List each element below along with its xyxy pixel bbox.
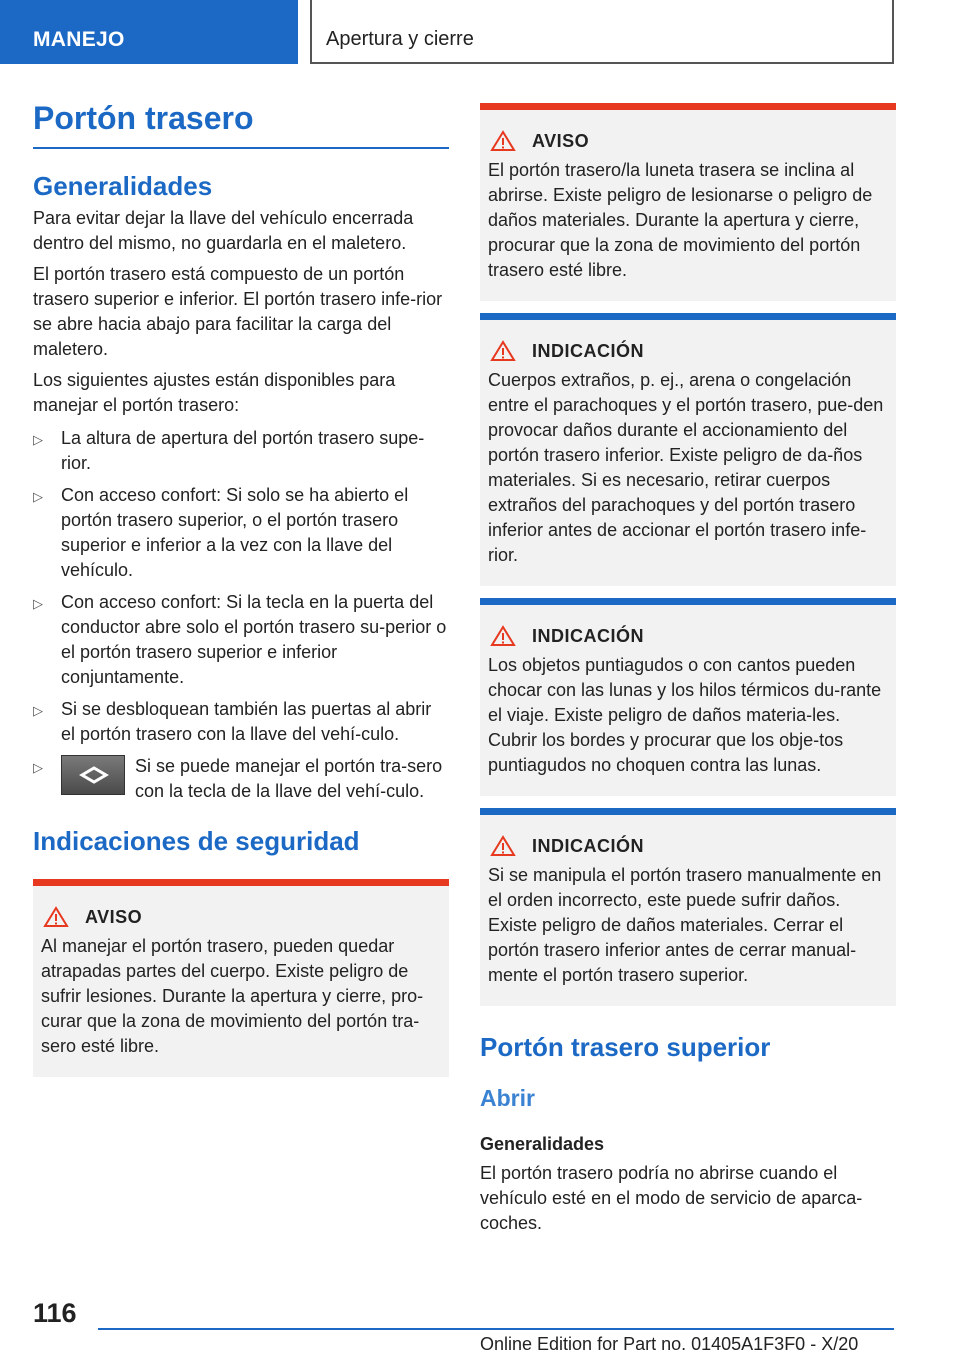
- notice-title: INDICACIÓN: [488, 340, 886, 362]
- warning-triangle-icon: [490, 340, 516, 362]
- list-item: ▷ Si se puede manejar el portón tra-sero con la tecla de la llave del vehí-culo.: [33, 756, 443, 801]
- warning-box: [480, 103, 896, 301]
- warning-triangle-icon: [43, 906, 69, 928]
- warning-triangle-icon: [490, 130, 516, 152]
- list-item: ▷ La altura de apertura del portón trasero supe-rior.: [33, 428, 425, 473]
- page-number: 116: [33, 1298, 77, 1328]
- paragraph-2: El portón trasero está compuesto de un portón trasero superior e inferior. El portón trasero infe-rior se abre hacia abajo para facilitar la carga del maletero.: [33, 264, 443, 359]
- paragraph-3: Los siguientes ajustes están disponibles para manejar el portón trasero:: [33, 370, 396, 415]
- notice-text: Los objetos puntiagudos o con cantos pueden chocar con las lunas y los hilos térmicos du-rante el viaje. Existe peligro de daños materia-les. Cubrir los bordes y procurar que los obje-tos puntiagudos no choquen contra las lunas.: [488, 655, 882, 775]
- notice-box: [480, 313, 896, 586]
- notice-box: [480, 808, 896, 1006]
- triangle-bullet-icon: ▷: [33, 489, 43, 504]
- key-button-icon: [61, 755, 125, 795]
- safety-heading: Indicaciones de seguridad: [33, 826, 360, 856]
- right-column: [480, 103, 896, 1242]
- chapter-label: MANEJO: [33, 28, 125, 51]
- list-item: ▷ Con acceso confort: Si la tecla en la puerta del conductor abre solo el portón trasero su-perior o el portón trasero superior e inferior conjuntamente.: [33, 592, 447, 687]
- notice-title: INDICACIÓN: [488, 835, 886, 857]
- left-column: [33, 100, 449, 1077]
- triangle-bullet-icon: ▷: [33, 760, 43, 775]
- triangle-bullet-icon: ▷: [33, 432, 43, 447]
- open-paragraph: El portón trasero podría no abrirse cuando el vehículo esté en el modo de servicio de aparca-coches.: [480, 1163, 863, 1233]
- page-title: Portón trasero: [33, 100, 449, 149]
- footer-divider: [98, 1328, 894, 1330]
- settings-list: [33, 426, 449, 804]
- list-item: ▷ Con acceso confort: Si solo se ha abierto el portón trasero superior, o el portón trasero superior e inferior a la vez con la llave del vehículo.: [33, 485, 409, 580]
- warning-title: AVISO: [488, 130, 886, 152]
- warning-text: El portón trasero/la luneta trasera se inclina al abrirse. Existe peligro de lesionarse o peligro de daños materiales. Durante la apertura y cierre, procurar que la zona de movimiento del portón trasero esté libre.: [488, 160, 873, 280]
- warning-box: [33, 879, 449, 1077]
- triangle-bullet-icon: ▷: [33, 703, 43, 718]
- general-heading: Generalidades: [33, 171, 213, 201]
- warning-triangle-icon: [490, 625, 516, 647]
- notice-text: Si se manipula el portón trasero manualmente en el orden incorrecto, este puede sufrir daños. Existe peligro de daños materiales. Cerrar el portón trasero inferior antes de cerrar manual-mente el portón trasero superior.: [488, 865, 882, 985]
- section-label: Apertura y cierre: [326, 28, 474, 50]
- footer-edition: Online Edition for Part no. 01405A1F3F0 - X/20: [480, 1334, 859, 1354]
- general-subheading: Generalidades: [480, 1134, 605, 1154]
- notice-title: INDICACIÓN: [488, 625, 886, 647]
- notice-text: Cuerpos extraños, p. ej., arena o congelación entre el parachoques y el portón trasero, pue-den provocar daños durante el accionamiento del portón trasero inferior. Existe peligro de da-ños materiales. Si es necesario, retirar cuerpos extraños del parachoques y del portón trasero inferior antes de accionar el portón trasero infe-rior.: [488, 370, 884, 565]
- open-heading: Abrir: [480, 1085, 535, 1111]
- warning-title: AVISO: [41, 906, 439, 928]
- warning-text: Al manejar el portón trasero, pueden quedar atrapadas partes del cuerpo. Existe peligro de sufrir lesiones. Durante la apertura y cierre, pro-curar que la zona de movimiento del portón tra-sero esté libre.: [41, 936, 424, 1056]
- section-header: [310, 0, 894, 64]
- paragraph-1: Para evitar dejar la llave del vehículo encerrada dentro del mismo, no guardarla en el maletero.: [33, 208, 414, 253]
- list-item: ▷ Si se desbloquean también las puertas al abrir el portón trasero con la llave del vehí-culo.: [33, 699, 432, 744]
- notice-box: [480, 598, 896, 796]
- chapter-tab: [0, 0, 298, 64]
- upper-tailgate-heading: Portón trasero superior: [480, 1032, 771, 1062]
- triangle-bullet-icon: ▷: [33, 596, 43, 611]
- warning-triangle-icon: [490, 835, 516, 857]
